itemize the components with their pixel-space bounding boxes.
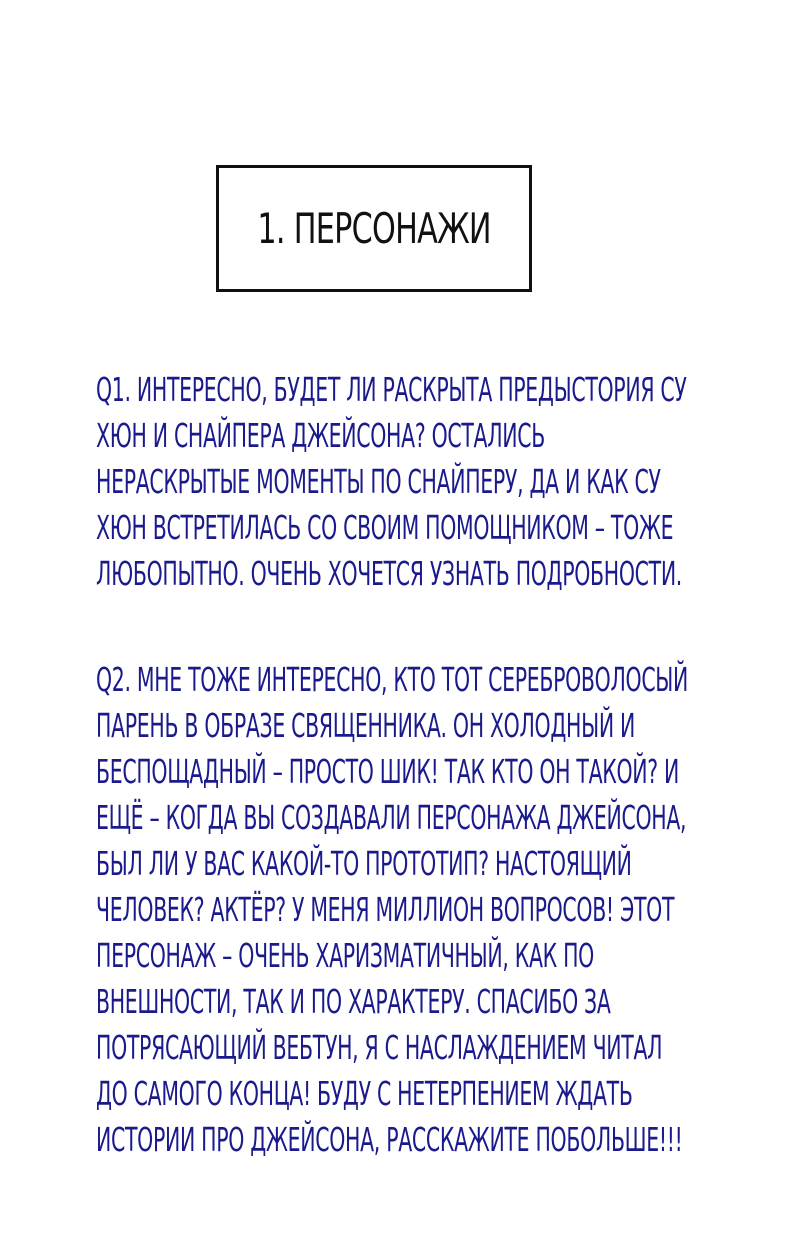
- question-1-line: ЛЮБОПЫТНО. ОЧЕНЬ ХОЧЕТСЯ УЗНАТЬ ПОДРОБНОСТИ.: [96, 554, 683, 593]
- question-2-line: ПЕРСОНАЖ – ОЧЕНЬ ХАРИЗМАТИЧНЫЙ, КАК ПО: [96, 936, 594, 975]
- question-2-line: БЫЛ ЛИ У ВАС КАКОЙ-ТО ПРОТОТИП? НАСТОЯЩИЙ: [96, 844, 632, 883]
- question-1-line: НЕРАСКРЫТЫЕ МОМЕНТЫ ПО СНАЙПЕРУ, ДА И КАК СУ: [96, 462, 661, 501]
- question-2-line: ВНЕШНОСТИ, ТАК И ПО ХАРАКТЕРУ. СПАСИБО ЗА: [96, 982, 611, 1021]
- question-2-line: ПАРЕНЬ В ОБРАЗЕ СВЯЩЕННИКА. ОН ХОЛОДНЫЙ И: [96, 706, 636, 745]
- question-2-line: ИСТОРИИ ПРО ДЖЕЙСОНА, РАССКАЖИТЕ ПОБОЛЬШЕ!!!: [96, 1120, 683, 1159]
- question-1-line: Q1. ИНТЕРЕСНО, БУДЕТ ЛИ РАСКРЫТА ПРЕДЫСТОРИЯ СУ: [96, 370, 687, 409]
- section-title-box: [216, 165, 532, 292]
- question-1-line: ХЮН ВСТРЕТИЛАСЬ СО СВОИМ ПОМОЩНИКОМ – ТОЖЕ: [96, 508, 674, 547]
- question-1-line: ХЮН И СНАЙПЕРА ДЖЕЙСОНА? ОСТАЛИСЬ: [96, 416, 545, 455]
- question-2-line: ЕЩЁ – КОГДА ВЫ СОЗДАВАЛИ ПЕРСОНАЖА ДЖЕЙСОНА,: [96, 798, 687, 837]
- question-2: [96, 657, 736, 1163]
- question-2-line: ЧЕЛОВЕК? АКТЁР? У МЕНЯ МИЛЛИОН ВОПРОСОВ! ЭТОТ: [96, 890, 675, 929]
- question-2-line: ДО САМОГО КОНЦА! БУДУ С НЕТЕРПЕНИЕМ ЖДАТЬ: [96, 1074, 633, 1113]
- question-2-line: ПОТРЯСАЮЩИЙ ВЕБТУН, Я С НАСЛАЖДЕНИЕМ ЧИТАЛ: [96, 1028, 663, 1067]
- question-1: [96, 367, 736, 597]
- question-2-line: Q2. МНЕ ТОЖЕ ИНТЕРЕСНО, КТО ТОТ СЕРЕБРОВОЛОСЫЙ: [96, 660, 689, 699]
- question-2-line: БЕСПОЩАДНЫЙ – ПРОСТО ШИК! ТАК КТО ОН ТАКОЙ? И: [96, 752, 680, 791]
- section-title: 1. ПЕРСОНАЖИ: [257, 203, 491, 253]
